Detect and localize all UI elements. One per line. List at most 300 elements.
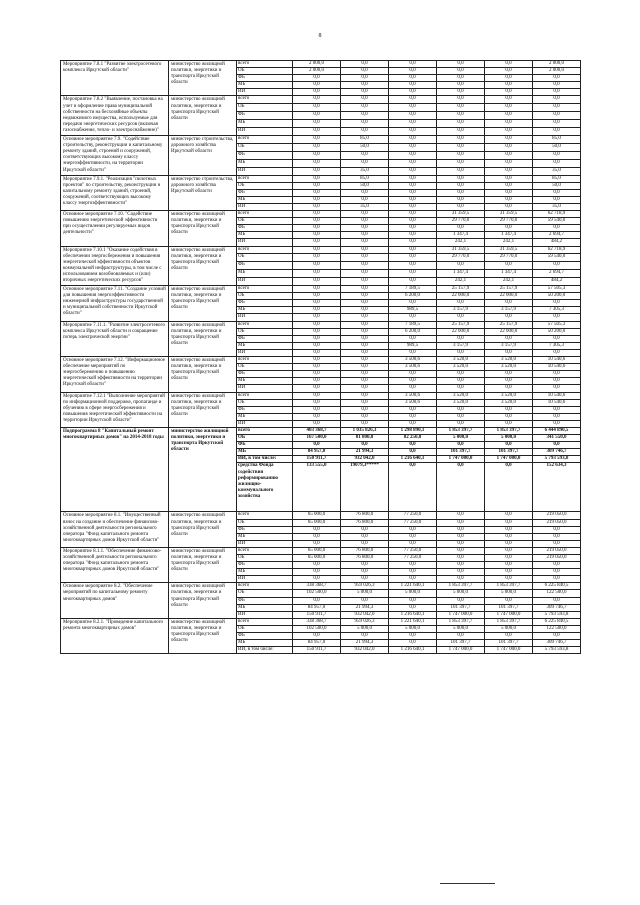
amount-cell: 5 000,0 [341,625,389,632]
funding-source: ИИ [237,420,293,427]
amount-cell: 0,0 [341,314,389,321]
amount-cell: 219 050,0 [533,547,581,554]
amount-cell: 25 157,9 [437,321,485,328]
footer-rule [440,883,495,884]
funding-source: ИИ [237,203,293,210]
funding-source: МБ [237,120,293,128]
amount-cell: 7 189,5 [389,286,437,293]
amount-cell: 0,0 [341,562,389,569]
amount-cell: 2 694,7 [533,270,581,278]
amount-cell: 0,0 [293,159,341,167]
amount-cell: 0,0 [437,68,485,75]
amount-cell: 76 800,0 [341,547,389,554]
funding-source: МБ [237,640,293,647]
funding-source: ИИ [237,278,293,286]
amount-cell: 0,0 [533,196,581,203]
amount-cell: 5 000,0 [341,590,389,597]
funding-source: всего [237,136,293,144]
amount-cell: 77 250,0 [389,512,437,519]
amount-cell: 0,0 [341,364,389,371]
amount-cell: 0,0 [485,420,533,427]
executor-name: министерство жилищной политики, энергетики и транспорта Иркутской области [169,618,237,653]
executor-name: министерство жилищной политики, энергетики и транспорта Иркутской области [169,357,237,392]
amount-cell: 0,0 [485,203,533,210]
amount-cell: 3 520,0 [437,357,485,364]
amount-cell: 21 994,3 [341,449,389,456]
amount-cell: 0,0 [341,82,389,89]
amount-cell: 76 800,0 [341,555,389,562]
amount-cell: 0,0 [341,232,389,239]
amount-cell: 0,0 [341,218,389,225]
amount-cell: 0,0 [293,167,341,175]
amount-cell: 59 540,0 [533,254,581,262]
amount-cell: 35,0 [533,167,581,175]
amount-cell: 10 540,6 [533,364,581,371]
amount-cell: 932 042,0 [341,611,389,618]
amount-cell: 0,0 [341,246,389,254]
amount-cell: 0,0 [341,378,389,385]
amount-cell: 3 500,6 [389,392,437,399]
amount-cell: 0,0 [437,96,485,104]
funding-source: ФБ [237,442,293,449]
amount-cell: 2 000,0 [293,61,341,68]
funding-source: МБ [237,604,293,611]
amount-cell: 65 000,0 [293,519,341,526]
amount-cell: 3 500,6 [389,357,437,364]
amount-cell: 0,0 [341,239,389,246]
amount-cell: 19079,3***** [341,463,389,512]
amount-cell: 0,0 [485,597,533,604]
table-row [61,392,581,399]
amount-cell: 0,0 [293,293,341,300]
executor-name: министерство жилищной политики, энергетики и транспорта Иркутской области [169,61,237,96]
amount-cell: 0,0 [341,61,389,68]
amount-cell: 0,0 [389,151,437,159]
amount-cell: 0,0 [533,349,581,356]
funding-source: ОБ [237,519,293,526]
amount-cell: 0,0 [293,189,341,196]
amount-cell: 0,0 [389,349,437,356]
amount-cell: 309 746,7 [533,449,581,456]
amount-cell: 84 957,0 [293,449,341,456]
amount-cell: 0,0 [293,75,341,82]
funding-source: всего [237,583,293,590]
executor-name: министерство строительства, дорожного хозяйства Иркутской области [169,136,237,176]
amount-cell: 1 347,4 [437,270,485,278]
amount-cell: 219 050,0 [533,555,581,562]
amount-cell: 0,0 [293,406,341,413]
amount-cell: 0,0 [485,378,533,385]
amount-cell: 0,0 [389,533,437,540]
amount-cell: 0,0 [341,633,389,640]
funding-source: МБ [237,232,293,239]
amount-cell: 0,0 [437,225,485,232]
amount-cell: 0,0 [389,239,437,246]
amount-cell: 22 000,0 [437,293,485,300]
funding-source: ОБ [237,364,293,371]
amount-cell: 5 000,0 [437,435,485,442]
table-row [61,512,581,519]
amount-cell: 0,0 [389,175,437,182]
amount-cell: 3 157,9 [485,307,533,314]
amount-cell: 101 397,7 [437,449,485,456]
amount-cell: 0,0 [389,262,437,270]
amount-cell: 31 359,5 [437,246,485,254]
amount-cell: 85,0 [341,175,389,182]
amount-cell: 25 157,9 [485,321,533,328]
amount-cell: 3 520,0 [437,364,485,371]
funding-source: МБ [237,270,293,278]
executor-name: министерство жилищной политики, энергетики и транспорта Иркутской области [169,321,237,356]
amount-cell: 0,0 [485,61,533,68]
amount-cell: 0,0 [437,533,485,540]
amount-cell: 65 000,0 [293,555,341,562]
amount-cell: 0,0 [485,406,533,413]
amount-cell: 25 157,9 [485,286,533,293]
amount-cell: 3 520,0 [485,392,533,399]
funding-source: МБ [237,196,293,203]
amount-cell: 1 853 397,7 [485,427,533,434]
amount-cell: 0,0 [341,189,389,196]
amount-cell: 0,0 [293,385,341,392]
amount-cell: 0,0 [485,519,533,526]
amount-cell: 0,0 [533,225,581,232]
amount-cell: 0,0 [341,406,389,413]
amount-cell: 0,0 [485,413,533,420]
amount-cell: 0,0 [389,562,437,569]
amount-cell: 0,0 [533,96,581,104]
amount-cell: 0,0 [341,89,389,96]
amount-cell: 0,0 [485,349,533,356]
amount-cell: 0,0 [533,314,581,321]
funding-source: МБ [237,413,293,420]
amount-cell: 0,0 [533,526,581,533]
amount-cell: 0,0 [533,385,581,392]
amount-cell: 0,0 [293,392,341,399]
amount-cell: 1 853 397,7 [437,427,485,434]
amount-cell: 0,0 [341,112,389,120]
amount-cell: 0,0 [293,342,341,349]
amount-cell: 2 000,0 [533,61,581,68]
amount-cell: 0,0 [485,526,533,533]
amount-cell: 0,0 [389,104,437,112]
funding-source: всего [237,175,293,182]
amount-cell: 35,0 [341,203,389,210]
funding-source: ИИ, в том числе: [237,647,293,654]
amount-cell: 1 216 640,1 [389,456,437,463]
amount-cell: 0,0 [533,406,581,413]
amount-cell: 1 221 640,1 [389,583,437,590]
amount-cell: 1 747 000,0 [485,647,533,654]
amount-cell: 0,0 [485,225,533,232]
amount-cell: 242,1 [437,239,485,246]
amount-cell: 101 397,7 [485,604,533,611]
amount-cell: 0,0 [485,300,533,307]
amount-cell: 1 298 890,1 [389,427,437,434]
amount-cell: 57 505,3 [533,286,581,293]
amount-cell: 5 000,0 [485,435,533,442]
amount-cell: 0,0 [485,512,533,519]
amount-cell: 341 550,0 [533,435,581,442]
amount-cell: 0,0 [389,597,437,604]
amount-cell: 50,0 [341,143,389,151]
funding-source: всего [237,211,293,218]
amount-cell: 35,0 [533,203,581,210]
amount-cell: 0,0 [341,68,389,75]
amount-cell: 0,0 [293,82,341,89]
amount-cell: 2 694,7 [533,232,581,239]
amount-cell: 0,0 [533,104,581,112]
amount-cell: 0,0 [341,533,389,540]
measure-name: Мероприятие 7.9.1. "Реализация "пилотных проектов" по строительству, реконструкции и капитальному ремонту зданий, строений, сооружений, соответствующих высокому классу энергоэффективности" [61,175,169,210]
amount-cell: 122 500,0 [533,625,581,632]
amount-cell: 0,0 [341,151,389,159]
amount-cell: 0,0 [533,89,581,96]
funding-source: ФБ [237,189,293,196]
funding-source: всего [237,96,293,104]
funding-source: ФБ [237,633,293,640]
amount-cell: 0,0 [341,270,389,278]
amount-cell: 150 911,7 [293,647,341,654]
amount-cell: 85,0 [533,175,581,182]
amount-cell: 152 634,3 [533,463,581,512]
funding-source: ФБ [237,562,293,569]
amount-cell: 0,0 [341,328,389,335]
amount-cell: 0,0 [389,371,437,378]
executor-name: министерство жилищной политики, энергетики и транспорта Иркутской области [169,246,237,286]
amount-cell: 0,0 [437,413,485,420]
amount-cell: 22 000,0 [485,328,533,335]
amount-cell: 0,0 [293,328,341,335]
amount-cell: 0,0 [485,576,533,583]
amount-cell: 0,0 [389,569,437,576]
amount-cell: 2 000,0 [293,68,341,75]
amount-cell: 0,0 [389,314,437,321]
amount-cell: 0,0 [341,211,389,218]
amount-cell: 0,0 [533,576,581,583]
amount-cell: 1 747 000,0 [485,611,533,618]
amount-cell: 0,0 [341,392,389,399]
amount-cell: 5 793 593,8 [533,611,581,618]
table-row [61,427,581,434]
amount-cell: 0,0 [341,526,389,533]
amount-cell: 82 250,0 [389,435,437,442]
amount-cell: 0,0 [533,128,581,136]
amount-cell: 0,0 [437,633,485,640]
measure-name: Мероприятие 8.1.1. "Обеспечение финансово-хозяйственной деятельности регионального оператора "Фонд капитального ремонта многоквартирных домов Иркутской области" [61,547,169,582]
amount-cell: 3 520,0 [485,357,533,364]
amount-cell: 0,0 [437,143,485,151]
amount-cell: 3 157,9 [437,307,485,314]
amount-cell: 0,0 [485,167,533,175]
amount-cell: 101 397,7 [437,640,485,647]
amount-cell: 0,0 [293,533,341,540]
amount-cell: 22 000,0 [437,328,485,335]
amount-cell: 0,0 [437,385,485,392]
executor-name: министерство жилищной политики, энергетики и транспорта Иркутской области [169,286,237,321]
amount-cell: 0,0 [437,189,485,196]
funding-source: ФБ [237,335,293,342]
executor-name: министерство жилищной политики, энергетики и транспорта Иркутской области [169,547,237,582]
amount-cell: 959 026,3 [341,583,389,590]
amount-cell: 0,0 [341,349,389,356]
amount-cell: 0,0 [389,61,437,68]
amount-cell: 0,0 [437,335,485,342]
funding-source: всего [237,357,293,364]
amount-cell: 0,0 [341,96,389,104]
amount-cell: 989,5 [389,307,437,314]
amount-cell: 0,0 [533,159,581,167]
measure-name: Основное мероприятие 8.2. "Обеспечение мероприятий по капитальному ремонту многоквартирных домов" [61,583,169,618]
amount-cell: 0,0 [437,371,485,378]
amount-cell: 0,0 [437,128,485,136]
amount-cell: 0,0 [389,633,437,640]
amount-cell: 1 347,4 [485,270,533,278]
amount-cell: 5 000,0 [485,625,533,632]
amount-cell: 3 520,0 [485,399,533,406]
amount-cell: 0,0 [389,112,437,120]
amount-cell: 3 500,6 [389,399,437,406]
amount-cell: 0,0 [293,278,341,286]
amount-cell: 0,0 [485,112,533,120]
amount-cell: 0,0 [293,442,341,449]
amount-cell: 0,0 [437,104,485,112]
amount-cell: 484,2 [533,239,581,246]
amount-cell: 0,0 [389,378,437,385]
amount-cell: 57 505,3 [533,321,581,328]
funding-source: МБ [237,533,293,540]
funding-source: ФБ [237,597,293,604]
measure-name: Основное мероприятие 7.11. "Создание условий для повышения энергоэффективности инженерной инфраструктуры государственной и муниципальной собственности Иркутской области" [61,286,169,321]
amount-cell: 101 397,7 [485,449,533,456]
amount-cell: 3 520,0 [437,392,485,399]
measure-name: Основное мероприятие 8.1. "Имущественный взнос на создание и обеспечение финансово-хозяйственной деятельности регионального оператора "Фонд капитального ремонта многоквартирных домов Иркутской области" [61,512,169,547]
amount-cell: 0,0 [341,576,389,583]
amount-cell: 0,0 [341,321,389,328]
table-row [61,618,581,625]
amount-cell: 21 994,3 [341,640,389,647]
amount-cell: 29 770,0 [485,218,533,225]
amount-cell: 0,0 [293,128,341,136]
amount-cell: 0,0 [533,597,581,604]
amount-cell: 0,0 [485,128,533,136]
amount-cell: 0,0 [533,562,581,569]
amount-cell: 0,0 [389,128,437,136]
amount-cell: 0,0 [389,136,437,144]
amount-cell: 0,0 [341,196,389,203]
amount-cell: 0,0 [341,413,389,420]
amount-cell: 0,0 [485,569,533,576]
amount-cell: 0,0 [437,136,485,144]
amount-cell: 0,0 [293,182,341,189]
funding-source: ОБ [237,328,293,335]
funding-source: ИИ [237,239,293,246]
amount-cell: 0,0 [533,75,581,82]
amount-cell: 0,0 [533,189,581,196]
amount-cell: 0,0 [389,143,437,151]
amount-cell: 0,0 [293,143,341,151]
amount-cell: 309 746,7 [533,640,581,647]
amount-cell: 0,0 [485,555,533,562]
table-row [61,246,581,254]
funding-source: всего [237,61,293,68]
table-row [61,175,581,182]
table-row [61,61,581,68]
amount-cell: 0,0 [485,335,533,342]
amount-cell: 7 305,3 [533,307,581,314]
amount-cell: 0,0 [389,182,437,189]
amount-cell: 0,0 [437,167,485,175]
amount-cell: 0,0 [293,300,341,307]
amount-cell: 0,0 [389,406,437,413]
amount-cell: 0,0 [485,104,533,112]
amount-cell: 0,0 [341,262,389,270]
amount-cell: 0,0 [293,633,341,640]
amount-cell: 6 225 840,5 [533,618,581,625]
amount-cell: 22 000,0 [485,293,533,300]
amount-cell: 0,0 [389,82,437,89]
amount-cell: 0,0 [293,378,341,385]
amount-cell: 0,0 [389,270,437,278]
amount-cell: 29 770,0 [485,254,533,262]
amount-cell: 0,0 [533,420,581,427]
funding-source: ФБ [237,75,293,82]
amount-cell: 0,0 [293,335,341,342]
funding-source: МБ [237,449,293,456]
funding-source: ОБ [237,555,293,562]
funding-source: ИИ [237,540,293,547]
amount-cell: 0,0 [437,562,485,569]
measure-name: Мероприятие 7.8.1 "Развитие электросетевого комплекса Иркутской области" [61,61,169,96]
amount-cell: 85,0 [341,136,389,144]
amount-cell: 932 042,0 [341,647,389,654]
amount-cell: 0,0 [389,300,437,307]
funding-source: всего [237,246,293,254]
amount-cell: 62 718,9 [533,246,581,254]
amount-cell: 7 189,5 [389,321,437,328]
amount-cell: 0,0 [293,246,341,254]
amount-cell: 0,0 [437,112,485,120]
amount-cell: 7 305,3 [533,342,581,349]
amount-cell: 0,0 [293,112,341,120]
amount-cell: 242,1 [437,278,485,286]
amount-cell: 167 500,0 [293,435,341,442]
budget-table [60,60,581,654]
amount-cell: 0,0 [341,286,389,293]
amount-cell: 0,0 [341,385,389,392]
amount-cell: 0,0 [389,420,437,427]
amount-cell: 0,0 [341,293,389,300]
amount-cell: 0,0 [293,413,341,420]
amount-cell: 59 540,0 [533,218,581,225]
amount-cell: 0,0 [389,225,437,232]
amount-cell: 0,0 [389,75,437,82]
amount-cell: 219 050,0 [533,512,581,519]
amount-cell: 219 050,0 [533,519,581,526]
amount-cell: 0,0 [485,182,533,189]
funding-source: ОБ [237,68,293,75]
amount-cell: 0,0 [485,82,533,89]
amount-cell: 0,0 [341,399,389,406]
amount-cell: 0,0 [533,120,581,128]
funding-source: ОБ [237,182,293,189]
amount-cell: 0,0 [389,413,437,420]
amount-cell: 1 747 000,0 [437,456,485,463]
amount-cell: 0,0 [341,569,389,576]
amount-cell: 122 500,0 [533,590,581,597]
amount-cell: 0,0 [437,349,485,356]
amount-cell: 31 359,5 [437,211,485,218]
